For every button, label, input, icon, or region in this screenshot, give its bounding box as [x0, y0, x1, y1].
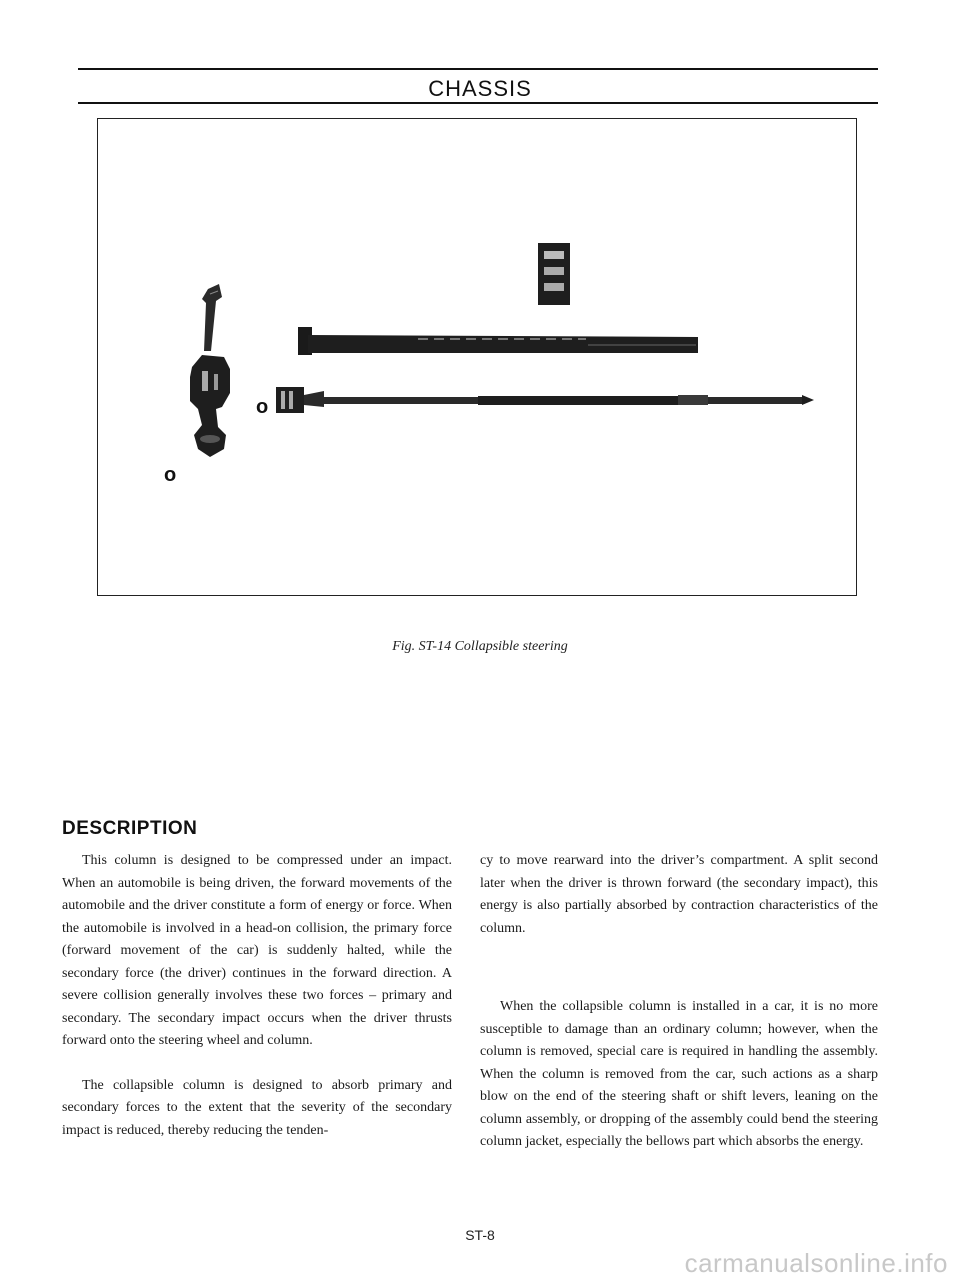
- left-column: [62, 850, 452, 1142]
- page-number: ST-8: [465, 1227, 495, 1243]
- figure-frame: [97, 118, 857, 596]
- shift-lever-part: [202, 284, 222, 351]
- part-label-b: o: [256, 396, 269, 418]
- right-paragraph-2: When the collapsible column is installed in a car, it is no more susceptible to damage than an ordinary column; however, when the column is removed, special care is required in handling the assembly. When the column is removed from the car, such actions as a sharp blow on the end of the steering shaft or shift levers, leaning on the column assembly, or dropping of the assembly could bend the steering column jacket, especially the bellows part which absorbs the energy.: [480, 999, 878, 1149]
- bracket-part: [538, 243, 570, 305]
- right-column: [480, 850, 878, 1154]
- left-paragraph-2: The collapsible column is designed to absorb primary and secondary forces to the extent that the severity of the secondary impact is reduced, thereby reducing the tenden-: [62, 1077, 452, 1138]
- part-label-a: o: [164, 464, 177, 486]
- right-paragraph-1: cy to move rearward into the driver’s compartment. A split second later when the driver is thrown forward (the secondary impact), this energy is also partially absorbed by contraction characteristics of the column.: [480, 853, 878, 936]
- column-jacket-part: [298, 327, 698, 355]
- header-rule-top: [78, 68, 878, 70]
- page-header-title: CHASSIS: [428, 76, 532, 101]
- collapsible-steering-illustration: [98, 119, 858, 597]
- section-heading: DESCRIPTION: [62, 818, 198, 839]
- left-paragraph-1: This column is designed to be compressed under an impact. When an automobile is being driven, the forward movements of the automobile and the driver constitute a form of energy or force. When the automobile is involved in a head-on collision, the primary force (forward movement of the car) is suddenly halted, while the secondary force (the driver) continues in the forward direction. A severe collision generally involves these two forces – primary and secondary. The secondary impact occurs when the driver thrusts forward onto the steering wheel and column.: [62, 853, 452, 1048]
- steering-shaft-part: [276, 387, 814, 413]
- lock-housing-part: [190, 355, 230, 457]
- figure-caption: Fig. ST-14 Collapsible steering: [392, 639, 568, 654]
- watermark: carmanualsonline.info: [684, 1248, 948, 1278]
- header-rule-bottom: [78, 102, 878, 104]
